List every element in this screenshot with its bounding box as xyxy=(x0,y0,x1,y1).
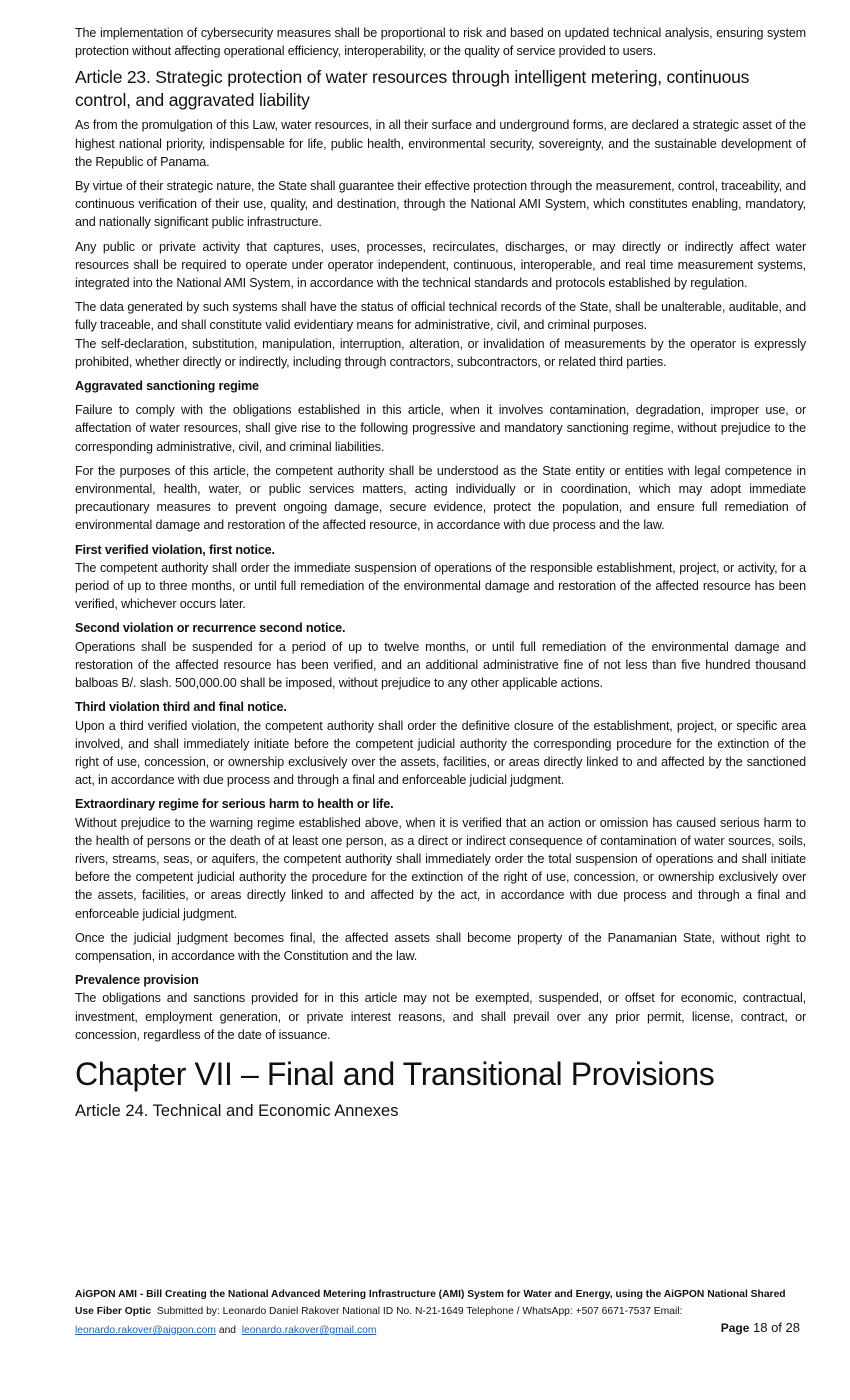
page-number xyxy=(721,1320,800,1335)
aggravated-heading: Aggravated sanctioning regime xyxy=(75,379,259,394)
page-of: 18 of 28 xyxy=(753,1320,800,1335)
prevalence-heading: Prevalence provision xyxy=(75,973,199,988)
extraordinary-heading: Extraordinary regime for serious harm to health or life. xyxy=(75,797,394,812)
first-violation-heading: First verified violation, first notice. xyxy=(75,542,275,557)
aggravated-paragraph-1: Failure to comply with the obligations established in this article, when it involves contamination, degradation, improper use, or affectation of water resources, shall give rise to the following progressive and mandatory sanctioning regime, without prejudice to the corresponding administrative, civil, and criminal liabilities. xyxy=(75,403,806,454)
footer-submitted-by: Submitted by: Leonardo Daniel Rakover National ID No. N-21-1649 Telephone / WhatsApp: +507 6671-7537 Email: xyxy=(156,1306,683,1317)
second-violation-heading: Second violation or recurrence second notice. xyxy=(75,621,346,636)
chapter-7-title: Chapter VII – Final and Transitional Provisions xyxy=(75,1055,715,1092)
email-link-aigpon[interactable]: leonardo.rakover@aigpon.com xyxy=(75,1325,216,1336)
document-page xyxy=(75,24,806,1122)
article-23-title: Article 23. Strategic protection of water resources through intelligent metering, continuous control, and aggravated liability xyxy=(75,67,750,110)
extraordinary-text: Without prejudice to the warning regime established above, when it is verified that an action or omission has caused serious harm to the health of persons or the death of at least one person, as a direct or indirect consequence of contamination of water sources, soils, rivers, streams, seas, or aquifers, the competent authority shall immediately order the total suspension of operations and shall initiate before the competent judicial authority the procedure for the extinction of the right of use, concession, or ownership exclusively over the assets, facilities, or areas directly linked to and affected by the act, in accordance with due process and through a final and enforceable judicial judgment. xyxy=(75,815,806,921)
art23-paragraph-4: The data generated by such systems shall have the status of official technical records of the State, shall be unalterable, auditable, and fully traceable, and shall constitute valid evidentiary means for administrative, civil, and criminal purposes. xyxy=(75,300,806,333)
footer-bill-title: AiGPON AMI - Bill Creating the National Advanced Metering Infrastructure (AMI) System for Water and Energy, using the AiGPON National Shared Use Fiber Optic xyxy=(75,1289,786,1317)
article-24-title: Article 24. Technical and Economic Annexes xyxy=(75,1101,399,1120)
art23-paragraph-2: By virtue of their strategic nature, the State shall guarantee their effective protection through the measurement, control, traceability, and continuous verification of their use, quality, and destination, through the National AMI System, which constitutes enabling, mandatory, and nationally significant public infrastructure. xyxy=(75,179,806,230)
first-violation-text: The competent authority shall order the immediate suspension of operations of the responsible establishment, project, or activity, for a period of up to three months, or until full remediation of the environmental damage and restoration of the affected resource has been verified, whichever occurs later. xyxy=(75,560,806,612)
art23-paragraph-1: As from the promulgation of this Law, water resources, in all their surface and underground forms, are declared a strategic asset of the highest national priority, indispensable for life, public health, environmental security, sovereignty, and the sustainable development of the Republic of Panama. xyxy=(75,118,806,169)
extraordinary-text-2: Once the judicial judgment becomes final, the affected assets shall become property of the Panamanian State, without right to compensation, in accordance with the Constitution and the law. xyxy=(75,930,806,963)
second-violation-text: Operations shall be suspended for a period of up to twelve months, or until full remediation of the environmental damage and restoration of the affected resource has been verified, and an additional administrative fine of not less than five hundred thousand balboas B/. slash. 500,000.00 shall be imposed, without prejudice to any other applicable actions. xyxy=(75,639,806,691)
footer-and: and xyxy=(218,1325,237,1336)
prevalence-text: The obligations and sanctions provided for in this article may not be exempted, suspended, or offset for economic, contractual, investment, employment generation, or private interest reasons, and shall prevail over any prior permit, license, contract, or concession, regardless of the date of issuance. xyxy=(75,991,806,1042)
email-link-gmail[interactable]: leonardo.rakover@gmail.com xyxy=(241,1325,377,1336)
third-violation-heading: Third violation third and final notice. xyxy=(75,700,287,715)
page-label: Page xyxy=(720,1321,750,1335)
art23-paragraph-3: Any public or private activity that captures, uses, processes, recirculates, discharges, or may directly or indirectly affect water resources shall be required to operate under operator independent, continuous, interoperable, and real time measurement systems, integrated into the National AMI System, in accordance with the technical standards and protocols established by regulation. xyxy=(75,239,806,291)
aggravated-paragraph-2: For the purposes of this article, the competent authority shall be understood as the State entity or entities with legal competence in environmental, health, water, or public services matters, acting individually or in coordination, which may adopt immediate precautionary measures to prevent ongoing damage, secure evidence, protect the population, and ensure full remediation of environmental damage and restoration of the affected resource, in accordance with due process and the law. xyxy=(75,463,806,533)
art23-paragraph-5: The self-declaration, substitution, manipulation, interruption, alteration, or invalidation of measurements by the operator is expressly prohibited, whether directly or indirectly, including through contractors, subcontractors, or related third parties. xyxy=(75,336,806,369)
third-violation-text: Upon a third verified violation, the competent authority shall order the definitive closure of the establishment, project, or specific area involved, and shall immediately initiate before the competent judicial authority the corresponding procedure for the extinction of the right of use, concession, or ownership exclusively over the assets, facilities, or areas directly linked to and affected by the sanctioned act, in accordance with due process and through a final and enforceable judicial judgment. xyxy=(75,718,806,788)
intro-paragraph: The implementation of cybersecurity measures shall be proportional to risk and based on updated technical analysis, ensuring system protection without affecting operational efficiency, interoperability, or the quality of service provided to users. xyxy=(75,26,806,59)
page-footer xyxy=(75,1286,806,1339)
